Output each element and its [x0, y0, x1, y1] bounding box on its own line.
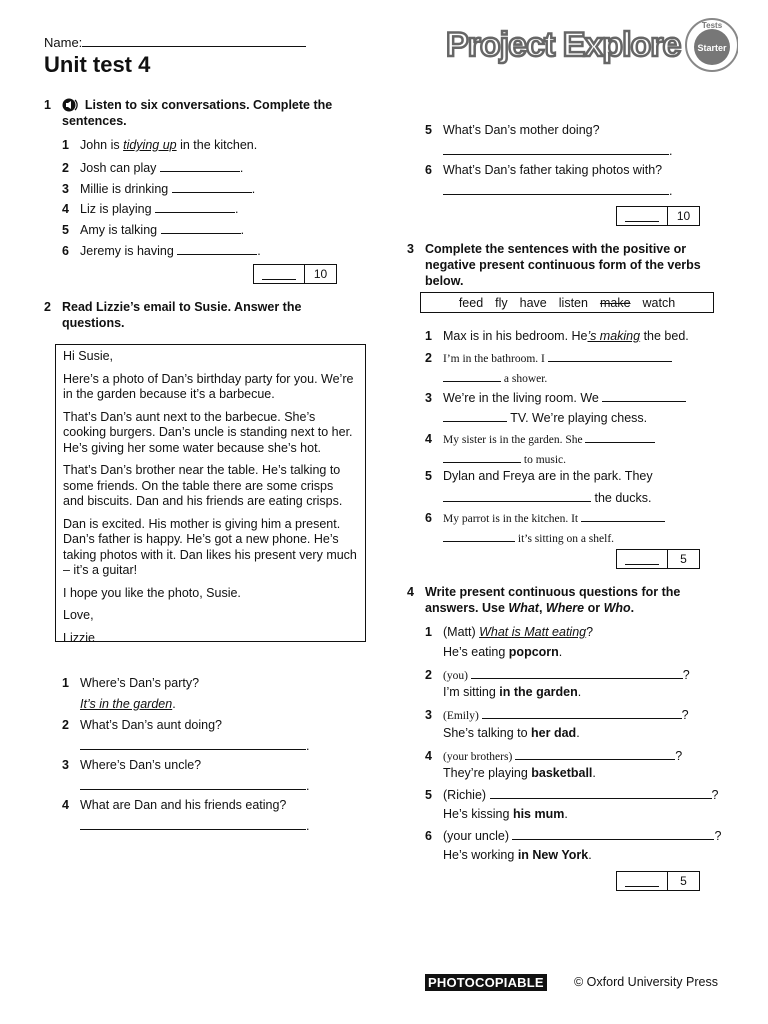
email-paragraph: I hope you like the photo, Susie.: [63, 585, 241, 600]
max-score: 10: [676, 209, 691, 223]
ex4-item-5[interactable]: 5 (Richie) ?: [425, 788, 719, 802]
copyright-text: © Oxford University Press: [574, 975, 718, 989]
ex3-item-3[interactable]: 3 We’re in the living room. We: [425, 389, 686, 405]
ex2-heading-line2: questions.: [62, 316, 125, 330]
ex1-item-3[interactable]: 3 Millie is drinking .: [62, 182, 256, 196]
ex3-item-6-cont[interactable]: it’s sitting on a shelf.: [443, 529, 614, 545]
ex3-item-2[interactable]: 2 I’m in the bathroom. I: [425, 349, 672, 365]
example-answer: tidying up: [123, 138, 177, 152]
answer-blank: [160, 159, 240, 172]
ex1-item-6[interactable]: 6 Jeremy is having .: [62, 244, 261, 258]
ex4-item-1: 1 (Matt) What is Matt eating?: [425, 625, 594, 639]
ex1-item-4[interactable]: 4 Liz is playing .: [62, 202, 239, 216]
email-paragraph: That’s Dan’s brother near the table. He’s talking to some friends. On the table there are some crisps and biscuits. Dan and his friends are eating crisps.: [63, 463, 343, 508]
ex4-answer-3: She’s talking to her dad.: [443, 726, 580, 740]
ex2-answer-2[interactable]: .: [80, 737, 309, 753]
ex3-item-5-cont[interactable]: the ducks.: [443, 489, 651, 505]
email-paragraph: Dan is excited. His mother is giving him a present. Dan’s father is happy. He’s got a new phone. He’s taking photos with it. Dan likes his present very much – it’s a guitar!: [63, 516, 357, 577]
name-field-label: Name:: [44, 34, 306, 50]
ex4-heading: 4 Write present continuous questions for the: [407, 585, 681, 599]
email-signature: Lizzie: [63, 630, 95, 645]
ex4-score-box[interactable]: [616, 871, 700, 891]
photocopiable-badge: PHOTOCOPIABLE: [425, 974, 547, 991]
ex3-item-3-cont[interactable]: TV. We’re playing chess.: [443, 409, 647, 425]
max-score: 5: [680, 552, 687, 566]
ex4-answer-2: I’m sitting in the garden.: [443, 685, 582, 699]
ex1-item-5[interactable]: 5 Amy is talking .: [62, 223, 245, 237]
ex2-answer-5[interactable]: .: [443, 142, 672, 158]
email-signoff: Love,: [63, 608, 94, 622]
ex3-item-4[interactable]: 4 My sister is in the garden. She: [425, 430, 655, 446]
ex3-heading-line3: below.: [425, 274, 464, 288]
email-paragraph: Here’s a photo of Dan’s birthday party for you. We’re in the garden because it’s a barbecue.: [63, 371, 354, 401]
ex2-question-3: 3 Where’s Dan’s uncle?: [62, 758, 202, 772]
ex4-item-3[interactable]: 3 (Emily) ?: [425, 708, 689, 722]
ex3-item-2-cont[interactable]: a shower.: [443, 369, 547, 385]
answer-blank: [155, 200, 235, 213]
ex1-heading: 1 Listen to six conversations. Complete the: [44, 98, 332, 115]
logo-badge-text: Starter: [697, 43, 727, 53]
ex3-heading: 3 Complete the sentences with the positive or: [407, 242, 687, 256]
ex2-answer-1: It’s in the garden.: [80, 697, 176, 711]
ex3-item-1: 1 Max is in his bedroom. He’s making the bed.: [425, 329, 689, 343]
verb: feed: [458, 295, 484, 310]
ex4-answer-1: He’s eating popcorn.: [443, 645, 563, 659]
email-box: [55, 344, 366, 645]
ex1-item-1: 1 John is tidying up in the kitchen.: [62, 138, 258, 152]
ex4-answer-4: They’re playing basketball.: [443, 766, 596, 780]
logo-badge-top: Tests: [701, 21, 723, 30]
verb-box: [420, 292, 714, 313]
verb: watch: [642, 295, 676, 310]
verb-used: make: [599, 295, 631, 310]
max-score: 10: [313, 267, 328, 281]
ex2-question-4: 4 What are Dan and his friends eating?: [62, 798, 287, 812]
ex3-heading-line2: negative present continuous form of the verbs: [425, 258, 701, 272]
verb: fly: [495, 295, 508, 310]
verb: have: [519, 295, 547, 310]
audio-icon: [62, 98, 78, 115]
answer-blank: [161, 221, 241, 234]
ex4-item-4[interactable]: 4 (your brothers) ?: [425, 749, 683, 763]
ex3-item-4-cont[interactable]: to music.: [443, 450, 566, 466]
ex4-item-6[interactable]: 6 (your uncle) ?: [425, 829, 722, 843]
ex1-score-box[interactable]: [253, 264, 337, 284]
logo-wordmark: Project Explore: [446, 26, 681, 64]
email-paragraph: That’s Dan’s aunt next to the barbecue. She’s cooking burgers. Dan’s uncle is standing next to her. He’s giving her some water because she’s hot.: [63, 409, 353, 455]
max-score: 5: [680, 874, 687, 888]
ex1-heading-line2: sentences.: [62, 114, 127, 128]
ex4-item-2[interactable]: 2 (you) ?: [425, 668, 690, 682]
ex2-heading: 2 Read Lizzie’s email to Susie. Answer the: [44, 300, 302, 314]
ex2-score-box[interactable]: [616, 206, 700, 226]
ex2-answer-6[interactable]: .: [443, 182, 672, 198]
ex2-question-5: 5 What’s Dan’s mother doing?: [425, 123, 600, 137]
ex3-item-6[interactable]: 6 My parrot is in the kitchen. It: [425, 509, 665, 525]
ex2-question-6: 6 What’s Dan’s father taking photos with?: [425, 163, 663, 177]
ex2-answer-3[interactable]: .: [80, 777, 309, 793]
ex2-question-1: 1 Where’s Dan’s party?: [62, 676, 200, 690]
email-greeting: Hi Susie,: [63, 349, 114, 363]
ex3-item-5[interactable]: 5 Dylan and Freya are in the park. They: [425, 469, 653, 483]
ex4-answer-6: He’s working in New York.: [443, 848, 592, 862]
ex3-score-box[interactable]: [616, 549, 700, 569]
page-title: Unit test 4: [44, 52, 151, 77]
ex2-question-2: 2 What’s Dan’s aunt doing?: [62, 718, 222, 732]
verb: listen: [558, 295, 588, 310]
project-explore-logo: [444, 14, 738, 74]
ex4-answer-5: He’s kissing his mum.: [443, 807, 568, 821]
answer-blank: [177, 242, 257, 255]
ex2-answer-4[interactable]: .: [80, 817, 309, 833]
ex4-heading-line2: answers. Use What, Where or Who.: [425, 601, 635, 615]
answer-blank: [172, 180, 252, 193]
ex1-item-2[interactable]: 2 Josh can play .: [62, 161, 244, 175]
